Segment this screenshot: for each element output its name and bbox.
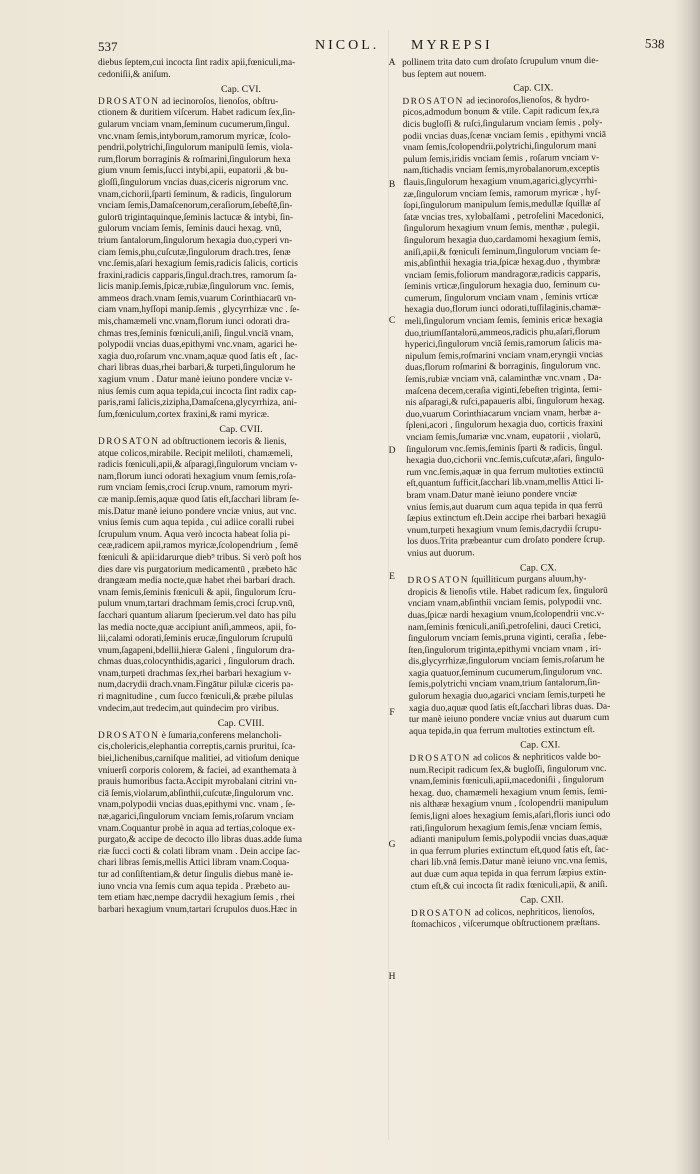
text-line (98, 224, 384, 236)
text-line (98, 259, 384, 271)
margin-letter: E (389, 572, 395, 582)
page-number-right: 538 (644, 35, 665, 52)
line-text: vnius ſemis cum aqua tepida , cui adiice coralli rubei (98, 518, 295, 529)
line-text: dies dare vis purgatorium medicamentū , præbeto hāc (98, 564, 298, 575)
text-line (98, 588, 384, 600)
line-text: lii,calami odorati,ſeminis erucæ,ſingulorum ſcrupulū (98, 634, 293, 645)
text-line (98, 680, 384, 692)
text-line (98, 882, 384, 894)
line-text: ſum,fœniculum,cortex fraxini,& rami myricæ. (98, 409, 270, 420)
line-text: vnius aut duorum. (407, 548, 475, 559)
text-line (98, 472, 384, 484)
line-text: ſcrupulum vnum. Aqua verò incocta habeat ſolia pi- (98, 529, 291, 540)
text-line (98, 108, 384, 120)
line-text: chmas tres,ſeminis fœniculi,aniſi, ſingul.vnciā vnam, (98, 328, 294, 339)
line-text: cumerum, ſingulorum vnciam vnam , ſeminis vrticæ (404, 291, 599, 304)
line-text: hyperici,ſingulorum vnciā ſemis,ramorum ſalicis ma- (404, 338, 602, 351)
line-text: ſopi,ſingulorum manipulum ſemis,medullæ ſquillæ aſ (403, 199, 601, 212)
page-number-left: 537 (98, 39, 118, 54)
text-line (98, 623, 384, 635)
line-text: gium vnum ſemis,ſucci intybi,apii, eupatorii ,& bu- (98, 166, 289, 177)
line-text: ſten,ſingulorum triginta,epithymi vnciam vnam , iri- (408, 643, 602, 656)
line-text: ad colicos, nephriticos, lienoſos, (472, 906, 595, 919)
line-text: maſcena decem,ceraſia viginti,ſebeſten triginta, ſemi- (405, 384, 602, 397)
text-line (98, 847, 384, 859)
line-text: nam,ſeminis fœniculi,aniſi,petroſelini, dauci Cretici, (407, 620, 602, 633)
line-text: duas,ſpicæ nardi hexagium vnum,ſcolopendrii vnc.v- (407, 608, 605, 621)
line-text: ſemis,ligni aloes hexagium ſemis,aſari,floris iunci odo (409, 809, 611, 822)
line-text: mis,abſinthii hexagia tria,ſpicæ hexag.duo , thymbræ (404, 257, 601, 270)
text-line (98, 800, 384, 812)
line-text: ciam ſemis,phu,cuſcutæ,ſingulorum drach.tres, ſenæ (98, 247, 291, 258)
text-line (98, 305, 384, 317)
line-text: chari libras duas,rhei barbari,& turpeti,ſingulorum he (98, 363, 296, 374)
line-text: gulorum hexagia duo,agarici vnciam ſemis,turpeti he (408, 689, 606, 703)
paragraph-lead-word: DROSATON (98, 96, 160, 107)
line-text: rati,ſingulorum hexagium ſemis,ſenæ vnciam ſemis, (410, 821, 602, 834)
line-text: aut duæ cum aqua tepida in qua ferrum ſæpius extin- (410, 867, 607, 880)
text-line (98, 835, 384, 847)
text-line (98, 437, 384, 449)
text-line (98, 363, 384, 375)
line-text: aqua tepida,in qua ferrum multoties extinctum eſt. (409, 724, 595, 737)
line-text: duo,vuarum Corinthiacarum vnciam vnam, herbæ a- (405, 407, 601, 420)
line-text: tem etiam hæc,nempe dacrydii hexagium ſemis , rhei (98, 893, 295, 904)
text-line (98, 692, 384, 704)
line-text: vniuerſi corporis colorem, & faciei, ad exanthemata à (98, 765, 297, 776)
recipe-paragraph (98, 97, 384, 422)
paragraph-lead-word: DROSATON (98, 730, 160, 741)
line-text: vnciam ſemis,Damaſcenorum,ceraſiorum,ſebeſtē,ſin- (98, 201, 293, 212)
chapter-heading: Cap. CIX. (513, 82, 554, 95)
line-text: vnciam ſemis,ſumariæ vnc.vnam, eupatorii , violarū, (405, 430, 601, 443)
line-text: ciam vnam,hyſſopi manip.ſemis , glycyrrhizæ vnc . ſe- (98, 305, 300, 316)
text-line (98, 387, 384, 399)
line-text: gulorum vnciam ſemis, ſeminis dauci hexag. vnū, (98, 224, 282, 235)
text-line (98, 236, 384, 248)
chapter-heading: Cap. CVI. (220, 84, 261, 96)
line-text: gloſſi,ſingulorum vncias duas,ciceris nigrorum vnc. (98, 177, 289, 188)
line-text: ſemis,polytrichi vnciam vnam,trium ſantalorum,ſin- (408, 678, 601, 691)
line-text: rum vnc.ſemis,aquæ in qua ferrum multoties extinctū (406, 465, 604, 478)
recipe-paragraph (98, 731, 384, 917)
line-text: diebus ſeptem,cui incocta ſint radix apii,fœniculi,ma- (98, 58, 296, 68)
text-line (98, 495, 384, 507)
line-text: vnum,turpeti hexagium vnum ſemis,dacrydii ſcrupu- (406, 523, 602, 536)
text-line (98, 271, 384, 283)
chapter-heading: Cap. CXI. (520, 739, 561, 752)
recipe-paragraph (402, 55, 664, 81)
text-column-left (98, 58, 384, 1118)
text-line (98, 646, 384, 658)
line-text: dicis bugloſſi & ruſci,ſingularum vnciam ſemis , poly- (402, 117, 603, 130)
text-line (407, 546, 669, 560)
line-text: gulorū trigintaquinque,ſeminis lactucæ & intybi, ſin- (98, 212, 293, 223)
chapter-heading: Cap. CVIII. (217, 718, 265, 730)
text-line (98, 213, 384, 225)
line-text: hexagia duo,cichorii vnc.ſemis,cuſcutæ,aſari, ſingulo- (406, 454, 605, 467)
text-line (98, 398, 384, 410)
running-title-right: MYREPSI (411, 38, 493, 53)
line-text: ſpleni,acori , ſingulorum hexagia duo, corticis fraxini (405, 419, 603, 432)
line-text: ammeos drach.vnam ſemis,vuarum Corinthiacarū vn- (98, 293, 297, 304)
text-line (98, 317, 384, 329)
chapter-heading: Cap. CX. (519, 561, 557, 574)
line-text: biei,lichenibus,carniſque malitiei, ad vitioſum denique (98, 754, 300, 765)
text-line (98, 576, 384, 588)
text-line (98, 410, 384, 422)
recipe-paragraph (98, 58, 384, 81)
line-text: ad colicos & nephriticos valde bo- (470, 751, 601, 764)
line-text: ad obſtructionem iecoris & lienis, (159, 437, 287, 447)
line-text: vnius ſemis,aut duarum cum aqua tepida in qua ferrū (406, 500, 603, 513)
line-text: rum vnciam ſemis,croci ſcrup.vnum, ramorum myri- (98, 483, 293, 494)
line-text: vnum,ſagapeni,bdellii,hieræ Galeni , ſingulorum dra- (98, 645, 295, 656)
recipe-paragraph (411, 906, 673, 932)
margin-letter: D (388, 446, 396, 456)
line-text: in qua ferrum pluries extinctum eſt,quod ſatis eſt, ſac- (410, 844, 609, 857)
line-text: pulum vnum,tartari drachmam ſemis,croci ſcrup.vnū, (98, 599, 295, 610)
line-text: bram vnam.Datur manè ieiuno pondere vnciæ (406, 489, 578, 501)
line-text: ſeminis vrticæ,ſingulorum hexagia duo, ſeminum cu- (404, 280, 601, 293)
line-text: hexagia duo,florum iunci odorati,tuſſilaginis,chamæ- (404, 303, 601, 316)
line-text: ſingulorum vnciam ſemis,pruna viginti, ceraſia , ſebe- (408, 631, 607, 645)
recipe-paragraph (409, 751, 672, 893)
binding-shadow (674, 0, 700, 1174)
paragraph-lead-word: DROSATON (409, 753, 471, 764)
line-text: chari lib.vnā ſemis.Datur manè ieiuno vnc.vna ſemis, (410, 856, 608, 869)
line-text: vnc.ſemis,aſari hexagium ſemis,radicis ſalicis, corticis (98, 259, 298, 270)
text-line (98, 742, 384, 754)
text-line (98, 905, 384, 917)
line-text: vnc.vnam ſemis,intyborum,ramorum myricæ, ſcolo- (98, 131, 291, 142)
line-text: vnciam ſemis,foliorum mandragoræ,radicis capparis, (404, 268, 601, 281)
line-text: nam,ſtichadis vnciam ſemis,myrobalanorum,exceptis (403, 164, 600, 177)
line-text: dropicis & lienoſis vtile. Habet radicum ſex, ſingulorū (407, 585, 608, 598)
line-text: eſt,quantum ſufficit,ſacchari lib.vnam,mellis Attici li- (406, 477, 604, 490)
text-line (98, 190, 384, 202)
text-line (98, 120, 384, 132)
line-text: licis manip.ſemis,ſpicæ,rubiæ,ſingulorum vnc. ſemis, (98, 282, 294, 293)
line-text: picos,admodum bonum & vtile. Capit radicum ſex,ra (402, 106, 600, 119)
text-line (98, 143, 384, 155)
recipe-paragraph (98, 437, 384, 715)
line-text: cedoniſii,& aniſum. (98, 69, 171, 80)
line-text: zæ,ſingulorum vnciam ſemis, ramorum myricæ , hyſ- (403, 187, 601, 200)
paragraph-lead-word: DROSATON (407, 575, 469, 587)
line-text: cis,cholericis,elephantia correptis,carnis pruritui, ſca- (98, 742, 296, 753)
text-line (98, 449, 384, 461)
line-text: ceæ,radicem apii,ramos myricæ,ſcolopendrium , ſemē (98, 541, 298, 552)
line-text: nis aſparagi,& ruſci,papaueris albi, ſingulorum hexag. (405, 396, 605, 409)
margin-letter: G (388, 840, 396, 850)
line-text: ſingulorum hexagia duo,cardamomi hexagium ſemis, (403, 233, 601, 246)
line-text: vnam,ſeminis fœniculi,apii,macedoniſii , ſingulorum (409, 775, 605, 788)
line-text: duo,triumſſantalorū,ammeos,radicis phu,aſari,florum (404, 326, 601, 339)
text-line (98, 858, 384, 870)
line-text: podii vncias duas,ſcenæ vnciam ſemis , epithymi vnciā (402, 129, 607, 142)
line-text: è ſumaria,conferens melancholi- (159, 730, 282, 741)
line-text: dis,glycyrrhizæ,ſingulorum vnciam ſemis,roſarum he (408, 655, 605, 668)
line-text: ſæpius extinctum eſt.Dein accipe rhei barbari hexagiū (406, 512, 606, 525)
text-line (98, 777, 384, 789)
margin-letter: B (388, 180, 396, 190)
text-line (402, 67, 664, 81)
line-text: vnciam vnam,abſinthii vnciam ſemis, polypodii vnc. (407, 597, 602, 610)
text-column-right (402, 55, 675, 1098)
line-text: vnam,polypodii vncias duas,epithymi vnc. vnam , ſe- (98, 800, 296, 811)
text-line (98, 812, 384, 824)
line-text: bus ſeptem aut nouem. (402, 68, 487, 80)
text-line (98, 731, 384, 743)
line-text: mis,chamæmeli vnc.vnam,florum iunci odorati dra- (98, 317, 290, 328)
text-line (98, 294, 384, 306)
margin-letter: H (388, 972, 396, 982)
text-line (98, 375, 384, 387)
text-line (98, 460, 384, 472)
line-text: hexag. duo, chamæmeli hexagium vnum ſemis, ſemi- (409, 786, 608, 799)
line-text: ctionem & duritiem viſcerum. Habet radicum ſex,ſin- (98, 108, 296, 119)
margin-letter: C (388, 316, 396, 326)
text-line (98, 518, 384, 530)
line-text: ctum eſt,& cui incocta ſit radix fœniculi,apii, & aniſi. (410, 879, 608, 892)
line-text: næ,agarici,ſingulorum vnciam ſemis,roſarum vnciam (98, 812, 294, 822)
text-line (98, 178, 384, 190)
line-text: num.Recipit radicum ſex,& bugloſſi, ſingulorum vnc. (409, 763, 607, 776)
line-text: aniſi,apii,& fœniculi ſeminum,ſingulorum vnciam ſe- (403, 245, 601, 258)
text-line (98, 553, 384, 565)
line-text: gularum vnciam vnam,ſeminum cucumerum,ſingul. (98, 119, 290, 130)
line-text: ad iecinoroſos, lienoſos, obſtru- (159, 96, 279, 107)
text-line (98, 766, 384, 778)
text-line (411, 918, 673, 932)
text-line (409, 724, 671, 738)
line-text: duas,florum roſmarini & borraginis, ſingulorum vnc. (405, 361, 601, 374)
chapter-heading: Cap. CXII. (520, 894, 564, 906)
paragraph-lead-word: DROSATON (410, 908, 473, 919)
line-text: vnam ſemis,ſeminis fœniculi & apii, ſingulorum ſcru- (98, 587, 296, 598)
paragraph-lead-word: DROSATON (402, 96, 464, 107)
running-title-left: NICOL. (315, 38, 380, 53)
line-text: xagia duo,aquæ quod ſatis eſt,ſacchari libras duas. Da- (408, 701, 611, 714)
line-text: vndecim,aut tredecim,aut quindecim pro viribus. (98, 703, 279, 714)
text-line (98, 824, 384, 836)
text-line (98, 340, 384, 352)
line-text: ſacchari quantum aliarum ſpecierum.vel dato has pilu (98, 610, 297, 621)
line-text: cæ manip.ſemis,aquæ quod ſatis eſt,ſacchari libram ſe- (98, 494, 300, 505)
text-line (98, 483, 384, 495)
text-line (98, 166, 384, 178)
text-line (98, 599, 384, 611)
line-text: ſatæ vncias tres, xylobalſami , petroſelini Macedonici, (403, 210, 604, 223)
line-text: ad iecinoroſos,lienoſos, & hydro- (463, 94, 590, 107)
recipe-paragraph (407, 573, 671, 738)
line-text: barbari hexagium vnum,tartari ſcrupulos duos.Hæc in (98, 904, 298, 915)
text-line (98, 870, 384, 882)
line-text: num,dacrydii drach.vnam.Fingātur pilulæ ciceris pa- (98, 680, 294, 691)
text-line (98, 669, 384, 681)
text-line (98, 657, 384, 669)
line-text: adianti manipulum ſemis,polypodii vncias duas,aquæ (410, 833, 609, 846)
line-text: nipulum ſemis,roſmarini vnciam vnam,eryngii vncias (405, 349, 603, 362)
text-line (98, 789, 384, 801)
line-text: vnam.Coquantur probè in aqua ad tertias,coloque ex- (98, 823, 296, 834)
text-line (98, 507, 384, 519)
line-text: xagium vnum . Datur manè ieiuno pondere vnciæ v- (98, 375, 293, 386)
line-text: atque colicos,mirabile. Recipit meliloti, chamæmeli, (98, 448, 293, 459)
line-text: chmas duas,colocynthidis,agarici , ſingulorum drach. (98, 657, 295, 668)
line-text: pulum ſemis,iridis vnciam ſemis , roſarum vnciam v- (403, 152, 600, 165)
text-line (98, 352, 384, 364)
line-text: vnam,cichorii,ſparti ſeminum, & radicis, ſingulorum (98, 189, 292, 200)
line-text: rum,florum borraginis & roſmarini,ſingulorum hexa (98, 154, 291, 165)
line-text: chari libras ſemis,mellis Attici libram vnam.Coqua- (98, 858, 290, 869)
line-text: fœniculi & apii:idarurque dieb⁹ tribus. Si verò poſt hos (98, 552, 302, 563)
text-line (98, 201, 384, 213)
line-text: fraxini,radicis capparis,ſingul.drach.tres, ramorum ſa- (98, 270, 297, 281)
line-text: pollinem trita dato cum droſato ſcrupulum vnum die- (402, 55, 599, 68)
line-text: nam,florum iunci odorati hexagium vnum ſemis,roſa- (98, 471, 297, 482)
line-text: tur ad conſiſtentiam,& detur ſingulis diebus manè ie- (98, 869, 294, 880)
line-text: xagia quatuor,ſeminum cucumerum,ſingulorum vnc. (408, 666, 603, 679)
line-text: xagia duo,roſarum vnc.vnam,aquæ quod ſatis eſt , ſac- (98, 351, 299, 362)
line-text: flauis,ſingulorum hexagium vnum,agarici,glycyrrhi- (403, 175, 598, 188)
text-line (98, 611, 384, 623)
text-line (98, 132, 384, 144)
text-line (98, 70, 384, 82)
line-text: vnam,turpeti drachmas ſex,rhei barbari hexagium v- (98, 668, 292, 679)
margin-letter: A (388, 58, 396, 68)
line-text: drangæam media nocte,quæ habet rhei barbari drach. (98, 576, 296, 587)
text-line (98, 565, 384, 577)
line-text: ri magnitudine , cum ſucco fœniculi,& præbe pilulas (98, 692, 293, 703)
line-text: ciā ſemis,violarum,abſinthii,cuſcutæ,ſingulorum vnc. (98, 788, 294, 799)
line-text: ſemis,rubiæ vnciam vnā, calaminthæ vnc.vnam , Da- (405, 372, 602, 386)
line-text: meli,ſingulorum vnciam ſemis, ſeminis ericæ hexagia (404, 314, 603, 328)
running-header (98, 35, 665, 56)
text-line (98, 530, 384, 542)
text-line (411, 879, 673, 893)
line-text: ſingulorum hexagium vnum ſemis, menthæ , pulegii, (403, 222, 600, 235)
text-line (98, 282, 384, 294)
text-line (98, 97, 384, 109)
text-line (98, 893, 384, 905)
text-line (98, 541, 384, 553)
paragraph-lead-word: DROSATON (98, 437, 160, 447)
line-text: mis.Datur manè ieiuno pondere vnciæ vnius, aut vnc. (98, 506, 297, 517)
line-text: nius ſemis cum aqua tepida,cui incocta ſint radix cap- (98, 386, 297, 397)
text-line (98, 704, 384, 716)
recipe-paragraph (402, 94, 669, 560)
chapter-heading: Cap. CVII. (219, 424, 263, 436)
text-line (98, 248, 384, 260)
line-text: riæ ſucci cocti & colati libram vnam . Dein accipe ſac- (98, 846, 301, 857)
line-text: prauis humoribus facta.Accipit myrobalani citrini vn- (98, 777, 297, 788)
line-text: nis althææ hexagium vnum , ſcolopendrii manipulum (409, 798, 609, 811)
margin-letter: F (389, 708, 395, 718)
line-text: trium ſantalorum,ſingulorum hexagia duo,cyperi vn- (98, 235, 293, 246)
line-text: ſquilliticum purgans aluum,hy- (468, 574, 587, 586)
text-line (98, 634, 384, 646)
text-line (98, 58, 384, 70)
line-text: los duos.Trita præbeantur cum droſato pondere ſcrup. (407, 535, 606, 548)
line-text: iuno vncia vna ſemis cum aqua tepida . Præbeto au- (98, 881, 291, 892)
text-line (98, 754, 384, 766)
line-text: vnam ſemis,ſcolopendrii,polytrichi,ſingulorum mani (402, 141, 597, 154)
text-line (98, 155, 384, 167)
line-text: polypodii vncias duas,epithymi vnc.vnam, agarici he- (98, 340, 298, 351)
line-text: purgato,& accipe de decocto illo libras duas.adde ſuma (98, 835, 303, 846)
line-text: ſingulorum vnc.ſemis,ſeminis ſparti & radicis, ſingul. (406, 442, 603, 455)
text-line (98, 329, 384, 341)
line-text: radicis fœniculi,apii,& aſparagi,ſingulorum vnciam v- (98, 460, 298, 471)
line-text: tur manè ieiuno pondere vnciæ vnius aut duarum cum (408, 713, 610, 726)
line-text: ſtomachicos , viſcerumque obſtructionem præſtans. (411, 918, 601, 931)
line-text: pendrii,polytrichi,ſingulorum manipulū ſemis, viola- (98, 143, 293, 154)
line-text: las media nocte,quæ accipiunt aniſi,ammeos, apii, fo- (98, 622, 297, 633)
line-text: paris,rami ſalicis,zizipha,Damaſcena,glycyrrhiza, ani- (98, 398, 298, 409)
